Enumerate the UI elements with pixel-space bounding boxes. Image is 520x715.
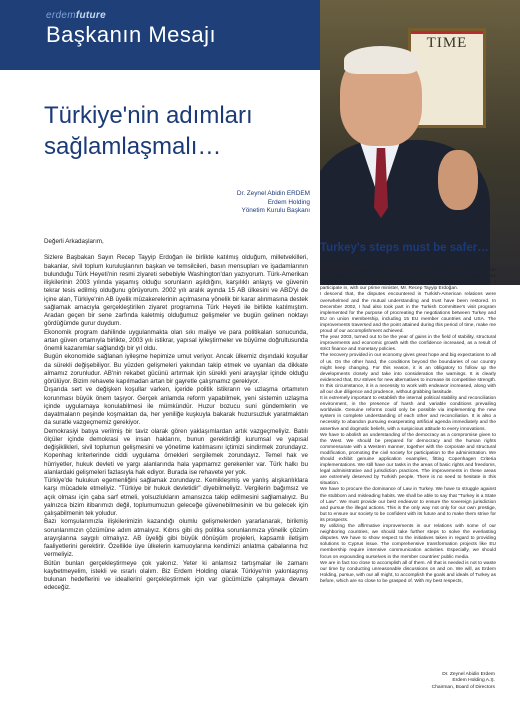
english-paragraph: We have to procure the dominance of Law in Turkey. We have to struggle against the stubborn and misleading habits. We shall be able to say that "Turkey is a State of Law". We must provide our best endeavor to ensure the sovereign jurisdiction and pursue the illegal actions. This is the only way not only for our own prestige, but to ensure our society to be confident with its future and to make them strive for its prospects.	[320, 487, 496, 523]
english-paragraph: It is extremely important to establish the internal political stability and reconciliation environment, in the presence of harsh and variable conditions prevailing worldwide. Genuine reforms could only be possible via implementing the new system in complete understanding of each other and reconciliation. It is also a necessity to abandon pursuing exasperating artificial agenda immediately and the assertive and dogmatic beliefs, with a suspicious attitude to every innovations.	[320, 396, 496, 432]
hair-shape	[344, 46, 418, 74]
english-signature	[340, 672, 495, 691]
turkish-paragraph: Demokrasiyi batıya verilmiş bir taviz olarak gören yaklaşımlardan artık vazgeçmeliyiz. Batılı ölçüler içinde demokrasi ve insan haklarını, bunun gerektirdiği kurumsal ve yapısal değişiklikleri, sivil toplumun gelişmesini ve yönetime katılmasını içtimizi sindirmek zorundayız. Kopenhag kriterlerinde ciddi uygulama örnekleri sergilemek zorundayız. Temel hak ve hürriyetler, hukuk devleti ve yargı alanlarında hala yapmamız gerekenler var. Türk halkı bu alanlardaki gelişmeleri fazlasıyla hak ediyor. Burada ise rehavete yer yok.	[44, 427, 308, 476]
english-title: Turkey's steps must be safer…	[320, 242, 489, 254]
magazine-red-border	[411, 31, 483, 34]
turkish-letter	[44, 238, 308, 593]
turkish-greeting: Değerli Arkadaşlarım,	[44, 238, 104, 245]
turkish-paragraph: Türkiye'de hukukun egemenliğini sağlamak zorundayız. Kemikleşmiş ve yanlış alışkanlıklara karşı mücadele etmeliyiz. "Türkiye bir hukuk devletidir" diyebilmeliyiz. Vergilerin bağımsız ve açık olması için çaba sarf etmeli, yolsuzlukların amansızca takip edilmesini sağlamalıyız. Bu yalnızca bizim itibarımızı değil, toplumumuzun geleceğe güvenebilmesinin ve bu gelecek için çalışabilmenin tek yoludur.	[44, 477, 308, 517]
english-letter	[320, 262, 496, 585]
turkish-paragraph: Dışarıda sert ve değişken koşullar varken, içeride politik istikrarın ve uzlaşma ortamının korunması büyük önem taşıyor. Gerçek anlamda reform yapabilmek, yeni sistemin uzlaşma içinde uygulamaya konulabilmesi ile mümkündür. Huzur bozucu suni gündemlerin ve dayatmaların peşinde koşmaktan da, her yeniliğe kuşkuyla bakarak huzursuzluk yaratmaktan da suratle vazgeçmemiz gerekiyor.	[44, 386, 308, 427]
english-paragraph: We have to abolish an understanding of the democracy as a compromise given to the West. We should be prepared for democracy and the human rights commensurate with a Western manner, together with the corporate and structural modification, promoting the civil society for participation to the administration. We should exhibit genuine application examples, fitting Copenhagen Criteria implementations. We still have our tasks in the areas of basic rights and freedoms, legal administrative and jurisdiction practices. The improvements in these areas are extremely deserved by Turkish people. There is no need to hesitate in this situation.	[320, 432, 496, 487]
english-paragraph: We are in fact too close to accomplish all of them. All that is needed is not to waste our time by conducting unreasonable discussions on and on. We will, as Erdem Holding, pursue, with our all might, to accomplish the goals and ideals of Turkey as before, which are so close to be grasped of. With my best respects,	[320, 560, 496, 584]
turkish-paragraph: Bugün ekonomide sağlanan iyileşme hepimize umut veriyor. Ancak ülkemiz dışındaki koşullar da sürekli değişebiliyor. Bu yüzden gelişmeleri yakından takip etmek ve uyanları da dikkate almamız zorunludur. AB'nin rekabet gücünü artırmak için sürekli yeni arayışlar içinde olduğu görülüyor. Bizim rehavete kapılmadan artan bir gayretle çalışmamız gerekiyor.	[44, 353, 308, 385]
brand-suffix: future	[75, 10, 106, 21]
main-title	[44, 100, 253, 162]
hand-shape	[438, 150, 478, 210]
brand-logo	[46, 10, 106, 21]
english-paragraph: The recovery provided in our economy gives great hope and big expectations to all of us. On the other hand, the conditions beyond the boundaries of our country might keep changing. For this reason, it is an obligatory to follow up the developments closely and take into consideration the warnings. It is clearly evidenced that, EU strives for new alternatives to increase its competitive strength. In this circumstance, it is a necessity to work with endeavor increased, along with all our due diligence and prudence, without grabbing lassitude.	[320, 353, 496, 395]
english-greeting: Dear Friends,	[320, 262, 350, 267]
title-line-1: Türkiye'nin adımları	[44, 102, 253, 129]
signature-role: Yönetim Kurulu Başkanı	[241, 207, 310, 214]
turkish-paragraph: Bütün bunları gerçekleştirmeye çok yakınız. Yeter ki anlamsız tartışmalar ile zamanı kaybetmeyelim, istekli ve ısrarlı olalım. Biz Erdem Holding olarak Türkiye'nin yakınlaşmış bulunan hedeflerini ve idealleriní gerçekleştirmek için var gücümüzle çalışmaya devam edeceğiz.	[44, 559, 308, 592]
turkish-paragraph: Sizlere Başbakan Sayın Recep Tayyip Erdoğan ile birlikte katılmış olduğum, milletvekilleri, bakanlar, sivil toplum kuruluşlarının başkan ve temsilcileri, basın mensupları ve işadamlarının bulunduğu Türk Heyeti'nin resmi ziyareti sebebiyle Washington'dan yazıyorum. Türk-Amerikan ilişkilerinin 2003 yılında yaşamış olduğu sorunların aşıldığını, karşılıklı anlayış ve güvenin tekrar tesis edilmiş olduğunu görüyorum. 2002 yılı aralık ayında 15 AB ülkesini ve ABD'yi de içine alan, Türkiye'nin AB üyelik müzakerelerinin açılmasına yönelik bir karar alınmasına destek sağlamak amacıyla gerçekleştirilen ziyaret programına Türk Heyeti ile birlikte katılmıştım. Aradan geçen bir sene zarfında kaletmiş olduğumuz gelişmeler ve bugün gelinen noktayı gördüğümde gurur duydum.	[44, 254, 308, 328]
english-signature-role: Chairman, Board of Directors	[431, 684, 495, 690]
english-paragraph: I'm writing this essay from Washington owing to the official visit of Turkish Committee including the parliamentarians, ministers, chairmen and representatives of civilian community organizations, journalists and businessmen, which I participate in, with our prime minister, Mr. Recep Tayyip Erdoğan.	[320, 268, 496, 292]
turkish-paragraph: Ekonomik program dahilinde uygulanmakta olan sıkı maliye ve para politikaları sonucunda, artan güven ortamıyla birlikte, 2003 yılı istikrar, yapısal iyileştirmeler ve büyüme doğrultusunda önemli kazanımlar sağlandığı bir yıl oldu.	[44, 328, 308, 352]
section-title: Başkanın Mesajı	[46, 22, 217, 47]
brand-prefix: erdem	[46, 10, 76, 21]
english-paragraph: I descend that, the disputes encountered in Turkish-American relations were overwhelmed and the mutual understanding and trust have been restored. In December 2002, I had also took part in the Turkish Committee's visit program implemented for the purpose of procreating the negotiations between Turkey and EU on union membership, including 15 EU member countries and USA. The improvements traversed and the point attained during this period of time, make me proud of our accomplishment achieved.	[320, 292, 496, 335]
signature-block-top	[150, 190, 310, 216]
title-line-2: sağlamlaşmalı…	[44, 133, 222, 160]
magazine-word: TIME	[426, 35, 468, 51]
english-signature-company: Erdem Holding A.Ş.	[452, 678, 495, 684]
english-paragraph: The year 2003, turned out to be the year of gains in the field of stability, structural improvements and economic growth with the confidence increased, as a result of strict finance and monetary policies.	[320, 335, 496, 353]
english-signature-name: Dr. Zeynel Abidin Erdem	[442, 672, 495, 677]
signature-name: Dr. Zeynel Abidin ERDEM	[236, 190, 310, 197]
english-paragraph: By utilizing the affirmative improvements in our relations with some of our neighboring countries, we should take further steps to solve the everlasting disputes. We have to show respect to the initiatives taken in regard to providing solutions to Cyprus issue. The comprehensive transformation projects like EU membership require intensive communication activities. Especially, we should focus on expounding ourselves in the member countries' public media.	[320, 524, 496, 560]
signature-company: Erdem Holding	[267, 198, 310, 206]
turkish-paragraph: Bazı komşularımızla ilişkilerimizin kazandığı olumlu gelişmelerden yararlanarak, birikmiş sorunlarımızın çözümüne adım atmalıyız. Kıbrıs gibi dış politika sorunlarımıza yönelik çözüm arayışlarına saygılı olmalıyız. AB üyeliği gibi büyük dönüşüm projeleri, kapsamlı iletişim faaliyetlerini gerektirir. Özellikle üye ülkelerin kamuoylarına kendimizi anlatma çabalarına hız vermeliyiz.	[44, 518, 308, 559]
